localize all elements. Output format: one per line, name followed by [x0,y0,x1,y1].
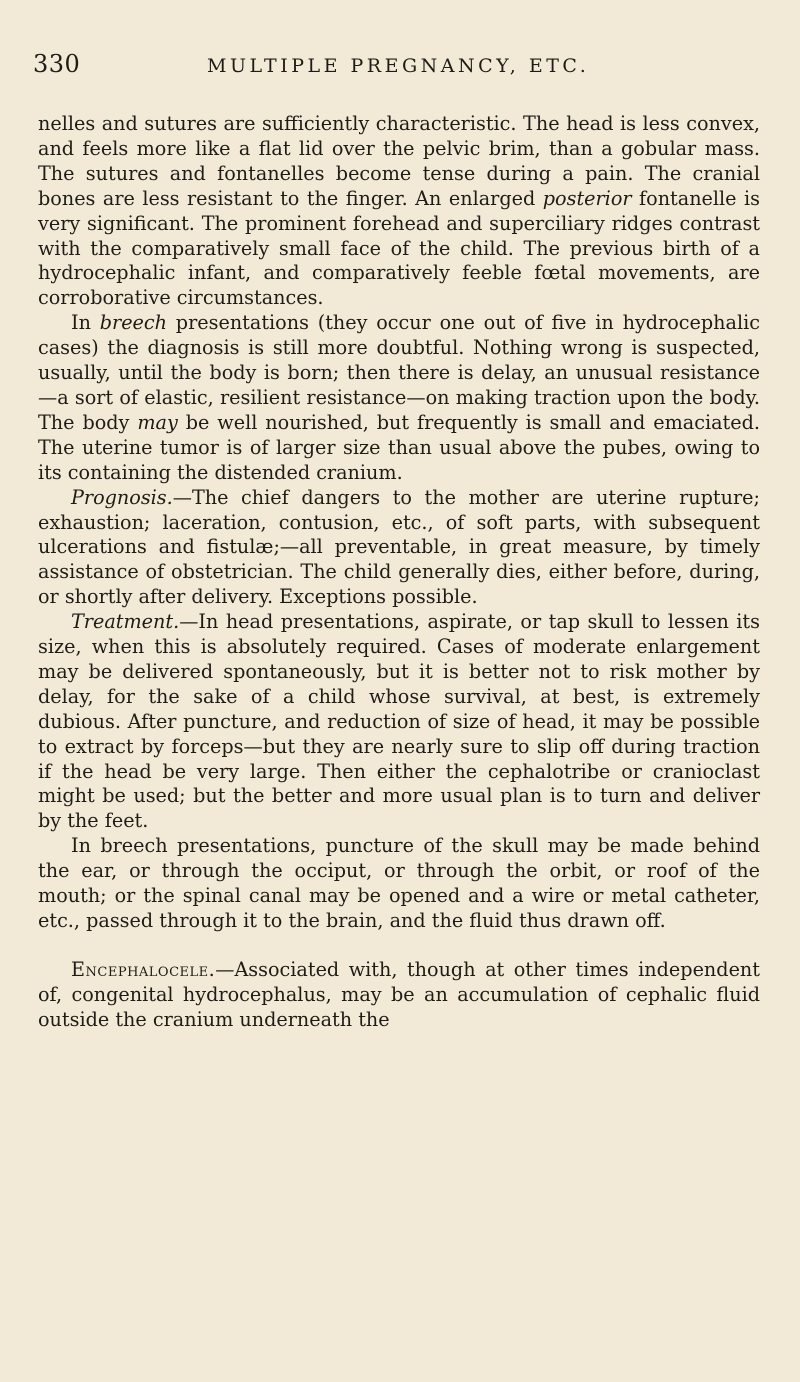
paragraph-head-signs [38,112,760,311]
paragraph-text: —Associated with, though at other times independent of, congenital hydrocephalus, may be an accumulation of cephalic fluid outside the cranium underneath the [38,957,760,1031]
running-header: MULTIPLE PREGNANCY, ETC. [207,55,590,77]
paragraph-encephalocele [38,958,760,1033]
page-number: 330 [33,50,81,78]
paragraph-text: In breech presentations, puncture of the skull may be made behind the ear, or through the occiput, or through the orbit, or roof of the mouth; or the spinal canal may be opened and a wire or metal catheter, etc., passed through it to the brain, and the fluid thus drawn off. [38,834,760,932]
emphasized-term: may [137,410,178,434]
emphasized-term: breech [99,311,168,335]
body-text [38,112,760,1033]
paragraph-treatment [38,610,760,834]
paragraph-text: presentations (they occur one out of five in hydrocephalic cases) the diagnosis is still more doubtful. Nothing wrong is suspected, usually, until the body is born; then there is delay, an unusual resistance—a sort of elastic, resilient resistance—on making traction upon the body. The body [38,311,760,434]
section-heading: Treatment. [71,610,180,634]
paragraph-text: —The chief dangers to the mother are uterine rupture; exhaustion; laceration, contusion, etc., of soft parts, with subsequent ulcerations and fistulæ;—all preventable, in great measure, by timely assistance of obstetrician. The child generally dies, either before, during, or shortly after delivery. Exceptions possible. [38,485,760,609]
paragraph-text: In [71,311,100,335]
paragraph-prognosis [38,486,760,611]
paragraph-breech-puncture [38,834,760,934]
paragraph-text: —In head presentations, aspirate, or tap skull to lessen its size, when this is absolutely required. Cases of moderate enlargement may be delivered spontaneously, but it is better not to risk mother by delay, for the sake of a child whose survival, at best, is extremely dubious. After puncture, and reduction of size of head, it may be possible to extract by forceps—but they are nearly sure to slip off during traction if the head be very large. Then either the cephalotribe or cranioclast might be used; but the better and more usual plan is to turn and deliver by the feet. [38,610,760,833]
paragraph-breech-presentations [38,311,760,485]
emphasized-term: posterior [542,186,632,210]
section-heading: Prognosis. [71,485,173,509]
paragraph-text: be well nourished, but frequently is small and emaciated. The uterine tumor is of larger size than usual above the pubes, owing to its containing the distended cranium. [38,410,760,484]
section-heading: Encephalocele. [71,957,216,981]
paragraph-text: fontanelle is very significant. The prominent forehead and superciliary ridges contrast with the comparatively small face of the child. The previous birth of a hydrocephalic infant, and comparatively feeble fœtal movements, are corroborative circumstances. [38,186,761,310]
paragraph-text: nelles and sutures are sufficiently characteristic. The head is less convex, and feels more like a flat lid over the pelvic brim, than a gobular mass. The sutures and fontanelles become tense during a pain. The cranial bones are less resistant to the finger. An enlarged [38,112,760,210]
